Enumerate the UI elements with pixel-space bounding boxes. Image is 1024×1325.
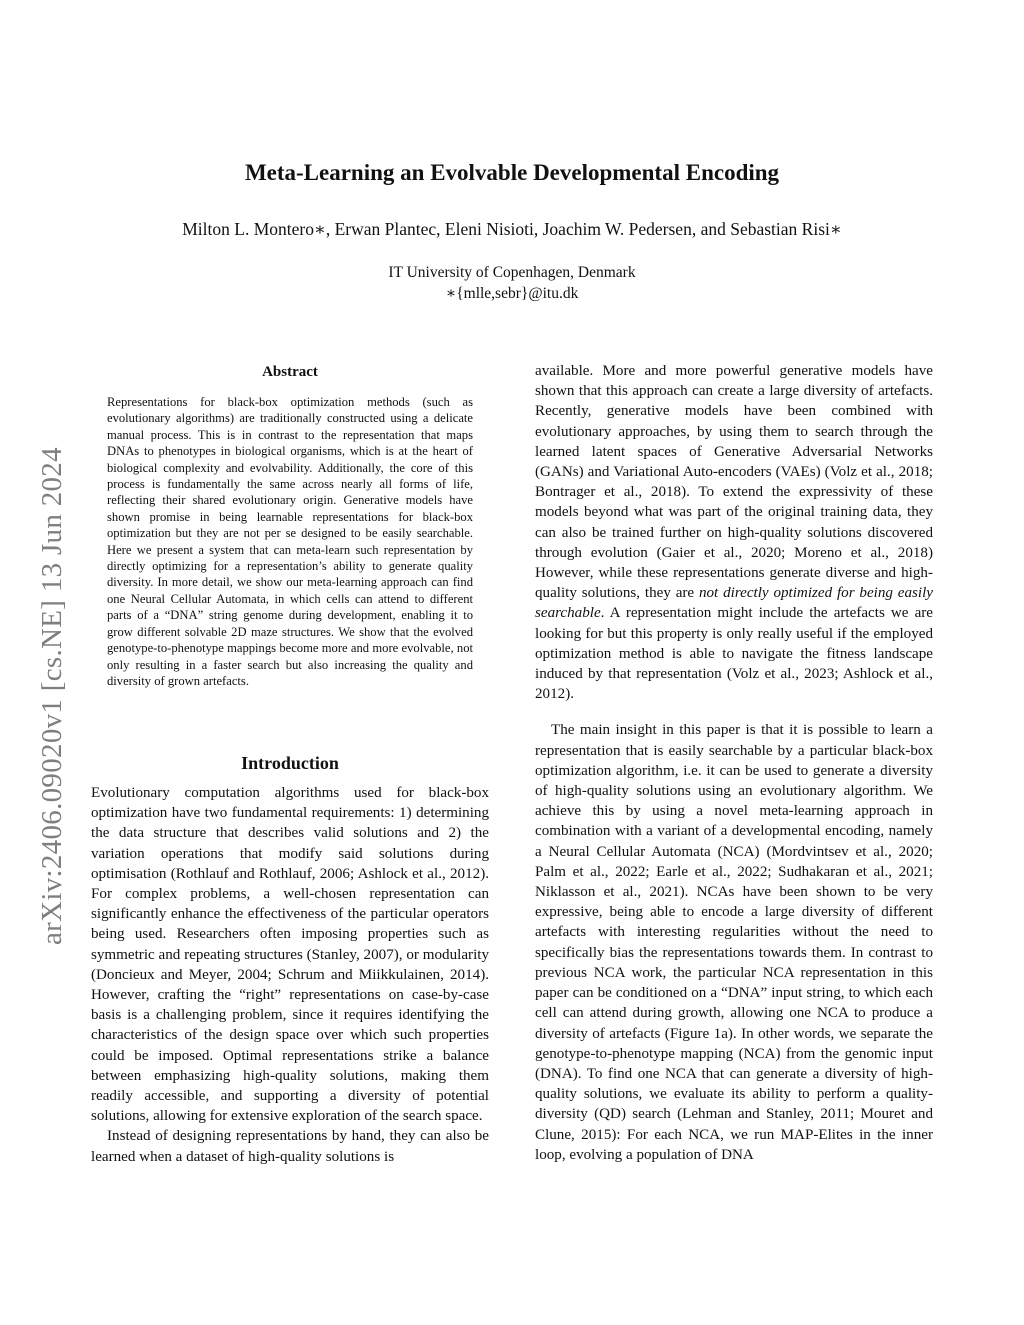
intro-paragraph-2-continued — [535, 361, 933, 704]
affiliation: IT University of Copenhagen, Denmark — [388, 264, 636, 281]
paper-title: Meta-Learning an Evolvable Developmental Encoding — [244, 160, 780, 185]
intro-paragraph-1: Evolutionary computation algorithms used for black-box optimization have two fundamental requirements: 1) determining the data structure that describes valid solutions and 2) the variation operations that modify said solutions during optimisation (Rothlauf and Rothlauf, 2006; Ashlock et al., 2012). For complex problems, a well-chosen representation can significantly enhance the effectiveness of the particular operators being used. Researchers often imposing properties such as symmetric and repeating structures (Stanley, 2007), or modularity (Doncieux and Meyer, 2004; Schrum and Miikkulainen, 2014). However, crafting the “right” representations on case-by-case basis is a challenging problem, since it requires identifying the characteristics of the design space over which such properties could be imposed. Optimal representations strike a balance between emphasizing high-quality solutions, making them readily accessible, and supporting a diversity of potential solutions, allowing for extensive exploration of the search space. — [91, 785, 489, 1125]
left-column — [91, 783, 489, 1167]
arxiv-identifier: arXiv:2406.09020v1 [cs.NE] 13 Jun 2024 — [36, 447, 68, 945]
emphasis-text: not directly optimized for being easily searchable — [535, 585, 933, 622]
intro-paragraph-2: Instead of designing representations by hand, they can also be learned when a dataset of high-quality solutions is — [91, 1128, 489, 1165]
contact-email: ∗{mlle,sebr}@itu.dk — [445, 285, 579, 302]
intro-paragraph-3: The main insight in this paper is that it is possible to learn a representation that is easily searchable by a particular black-box optimization algorithm, i.e. it can be used to generate a diversity of high-quality solutions using an evolutionary algorithm. We achieve this by using a novel meta-learning approach in combination with a variant of a developmental encoding, namely a Neural Cellular Automata (NCA) (Mordvintsev et al., 2020; Palm et al., 2022; Earle et al., 2022; Sudhakaran et al., 2021; Niklasson et al., 2021). NCAs have been shown to be very expressive, being able to encode a large diversity of different artefacts with interesting regularities without the need to specifically bias the representations towards them. In contrast to previous NCA work, the particular NCA representation in this paper can be conditioned on a “DNA” input string, to which each cell can attend during growth, allowing one NCA to produce a diversity of artefacts (Figure 1a). In other words, we separate the genotype-to-phenotype mapping (NCA) from the genomic input (DNA). To find one NCA that can generate a diversity of high-quality solutions, we evaluate its ability to perform a quality-diversity (QD) search (Lehman and Stanley, 2011; Mouret and Clune, 2015): For each NCA, we run MAP-Elites in the inner loop, evolving a population of DNA — [535, 722, 933, 1163]
affiliation-block — [0, 262, 1024, 304]
introduction-heading: Introduction — [241, 753, 339, 773]
abstract-heading: Abstract — [262, 364, 318, 380]
abstract-text: Representations for black-box optimization methods (such as evolutionary algorithms) are traditionally constructed using a delicate manual process. This is in contrast to the representation that maps DNAs to phenotypes in biological organisms, which is at the heart of biological complexity and evolvability. Additionally, the core of this process is fundamentally the same across nearly all forms of life, reflecting their shared evolutionary origin. Generative models have shown promise in being learnable representations for black-box optimization but they are not per se designed to be easily searchable. Here we present a system that can meta-learn such representation by directly optimizing for a representation’s ability to generate quality diversity. In more detail, we show our meta-learning approach can find one Neural Cellular Automata, in which cells can attend to different parts of a “DNA” string genome during development, enabling it to grow different solvable 2D maze structures. We show that the evolved genotype-to-phenotype mappings become more and more evolvable, not only resulting in a faster search but also increasing the quality and diversity of grown artefacts. — [107, 395, 473, 688]
right-column — [535, 361, 933, 1165]
paragraph-text: . A representation might include the artefacts we are looking for but this property is only really useful if the employed optimization method is able to navigate the fitness landscape induced by that representation (Volz et al., 2023; Ashlock et al., 2012). — [535, 605, 933, 703]
author-list: Milton L. Montero∗, Erwan Plantec, Eleni Nisioti, Joachim W. Pedersen, and Sebastian Risi∗ — [182, 219, 842, 239]
paragraph-text: available. More and more powerful generative models have shown that this approach can create a large diversity of artefacts. Recently, generative models have been combined with evolutionary approaches, by using them to search through the learned latent spaces of Generative Adversarial Networks (GANs) and Variational Auto-encoders (VAEs) (Volz et al., 2018; Bontrager et al., 2018). To extend the expressivity of these models beyond what was part of the original training data, they can also be trained further on high-quality solutions discovered through evolution (Gaier et al., 2020; Moreno et al., 2018) However, while these representations generate diverse and high-quality solutions, they are — [535, 363, 933, 602]
